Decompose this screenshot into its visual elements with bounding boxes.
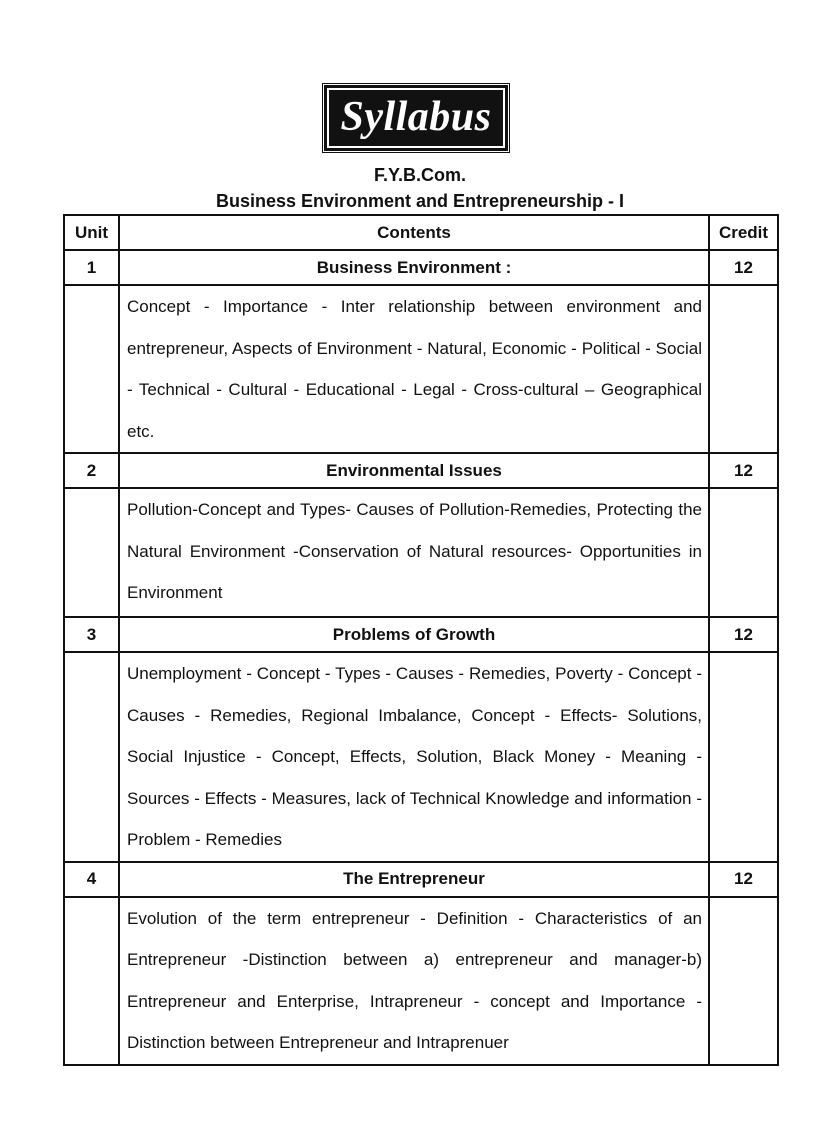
unit-contents: Unemployment - Concept - Types - Causes - Remedies, Poverty - Concept - Causes - Remedies, Regional Imbalance, Concept - Effects- Solutions, Social Injustice - Concept, Effects, Solution, Black Money - Meaning - Sources - Effects - Measures, lack of Technical Knowledge and information - Problem - Remedies bbox=[119, 652, 709, 862]
unit-contents: Evolution of the term entrepreneur - Definition - Characteristics of an Entrepreneur -Distinction between a) entrepreneur and manager-b) Entrepreneur and Enterprise, Intrapreneur - concept and Importance - Distinction between Entrepreneur and Intraprenuer bbox=[119, 897, 709, 1065]
unit-number: 1 bbox=[64, 250, 119, 285]
unit-title: The Entrepreneur bbox=[119, 862, 709, 897]
unit-row bbox=[64, 250, 778, 285]
unit-number: 4 bbox=[64, 862, 119, 897]
unit-row bbox=[64, 617, 778, 652]
header-unit: Unit bbox=[64, 215, 119, 250]
unit-title: Problems of Growth bbox=[119, 617, 709, 652]
course-title: F.Y.B.Com. bbox=[373, 165, 466, 185]
unit-number: 3 bbox=[64, 617, 119, 652]
header-contents: Contents bbox=[119, 215, 709, 250]
unit-credit: 12 bbox=[709, 617, 778, 652]
syllabus-badge-text: Syllabus bbox=[340, 94, 492, 140]
unit-number: 2 bbox=[64, 453, 119, 488]
unit-credit: 12 bbox=[709, 862, 778, 897]
unit-title: Business Environment : bbox=[119, 250, 709, 285]
syllabus-table bbox=[63, 214, 779, 1066]
unit-credit: 12 bbox=[709, 453, 778, 488]
unit-contents-row bbox=[64, 652, 778, 862]
table-header-row bbox=[64, 215, 778, 250]
unit-row bbox=[64, 862, 778, 897]
unit-contents: Concept - Importance - Inter relationship between environment and entrepreneur, Aspects of Environment - Natural, Economic - Political - Social - Technical - Cultural - Educational - Legal - Cross-cultural – Geographical etc. bbox=[119, 285, 709, 453]
unit-contents-row bbox=[64, 285, 778, 453]
header-credit: Credit bbox=[709, 215, 778, 250]
unit-title: Environmental Issues bbox=[119, 453, 709, 488]
subject-title: Business Environment and Entrepreneurship - I bbox=[215, 191, 625, 211]
unit-credit: 12 bbox=[709, 250, 778, 285]
unit-contents-row bbox=[64, 488, 778, 617]
syllabus-badge bbox=[324, 85, 508, 151]
unit-contents: Pollution-Concept and Types- Causes of Pollution-Remedies, Protecting the Natural Environment -Conservation of Natural resources- Opportunities in Environment bbox=[119, 488, 709, 617]
unit-contents-row bbox=[64, 897, 778, 1065]
unit-row bbox=[64, 453, 778, 488]
